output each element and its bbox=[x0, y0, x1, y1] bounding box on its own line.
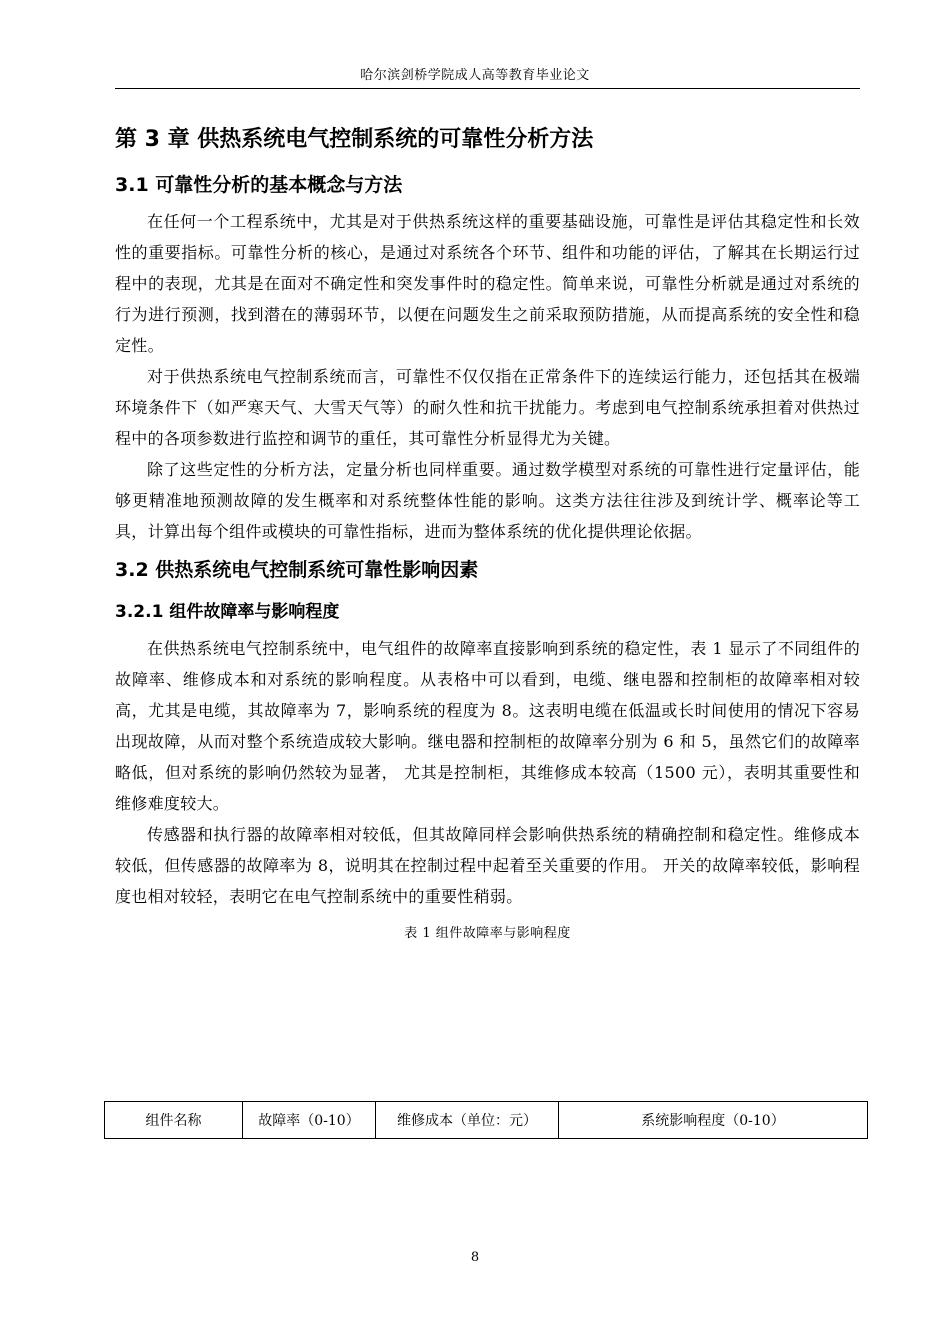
table-header-repair-cost: 维修成本（单位：元） bbox=[376, 1102, 559, 1139]
section-3-2-1-title: 3.2.1 组件故障率与影响程度 bbox=[115, 602, 340, 622]
table-header-row bbox=[105, 1102, 868, 1139]
page-number: 8 bbox=[470, 1250, 480, 1265]
section-3-2-1-paragraph-1: 在供热系统电气控制系统中，电气组件的故障率直接影响到系统的稳定性，表 1 显示了不同组件的故障率、维修成本和对系统的影响程度。从表格中可以看到，电缆、继电器和控制柜的故障率相对较高，尤其是电缆，其故障率为 7，影响系统的程度为 8。这表明电缆在低温或长时间使用的情况下容易出现故障，从而对整个系统造成较大影响。继电器和控制柜的故障率分别为 6 和 5，虽然它们的故障率略低，但对系统的影响仍然较为显著， 尤其是控制柜，其维修成本较高（1500 元），表明其重要性和维修难度较大。 bbox=[115, 639, 860, 813]
section-3-1-paragraph-2: 对于供热系统电气控制系统而言，可靠性不仅仅指在正常条件下的连续运行能力，还包括其在极端环境条件下（如严寒天气、大雪天气等）的耐久性和抗干扰能力。考虑到电气控制系统承担着对供热过程中的各项参数进行监控和调节的重任，其可靠性分析显得尤为关键。 bbox=[115, 367, 860, 448]
table-header-failure-rate: 故障率（0-10） bbox=[243, 1102, 376, 1139]
section-3-1-title: 3.1 可靠性分析的基本概念与方法 bbox=[115, 174, 403, 196]
table-header-system-impact: 系统影响程度（0-10） bbox=[559, 1102, 868, 1139]
section-3-2-1-paragraph-2: 传感器和执行器的故障率相对较低，但其故障同样会影响供热系统的精确控制和稳定性。维修成本较低，但传感器的故障率为 8，说明其在控制过程中起着至关重要的作用。 开关的故障率较低，影响程度也相对较轻，表明它在电气控制系统中的重要性稍弱。 bbox=[115, 825, 860, 906]
component-failure-table bbox=[104, 1101, 868, 1139]
section-3-2-title: 3.2 供热系统电气控制系统可靠性影响因素 bbox=[115, 559, 479, 581]
chapter-title: 第 3 章 供热系统电气控制系统的可靠性分析方法 bbox=[115, 127, 594, 152]
table-caption: 表 1 组件故障率与影响程度 bbox=[404, 926, 571, 941]
section-3-1-paragraph-3: 除了这些定性的分析方法，定量分析也同样重要。通过数学模型对系统的可靠性进行定量评估，能够更精准地预测故障的发生概率和对系统整体性能的影响。这类方法往往涉及到统计学、概率论等工具，计算出每个组件或模块的可靠性指标，进而为整体系统的优化提供理论依据。 bbox=[115, 460, 860, 541]
page-header-title: 哈尔滨剑桥学院成人高等教育毕业论文 bbox=[360, 68, 590, 83]
table-header-component-name: 组件名称 bbox=[105, 1102, 243, 1139]
section-3-1-paragraph-1: 在任何一个工程系统中，尤其是对于供热系统这样的重要基础设施，可靠性是评估其稳定性和长效性的重要指标。可靠性分析的核心，是通过对系统各个环节、组件和功能的评估，了解其在长期运行过程中的表现，尤其是在面对不确定性和突发事件时的稳定性。简单来说，可靠性分析就是通过对系统的行为进行预测，找到潜在的薄弱环节，以便在问题发生之前采取预防措施，从而提高系统的安全性和稳定性。 bbox=[115, 212, 860, 355]
header-divider bbox=[115, 88, 860, 89]
page-content bbox=[115, 120, 860, 956]
